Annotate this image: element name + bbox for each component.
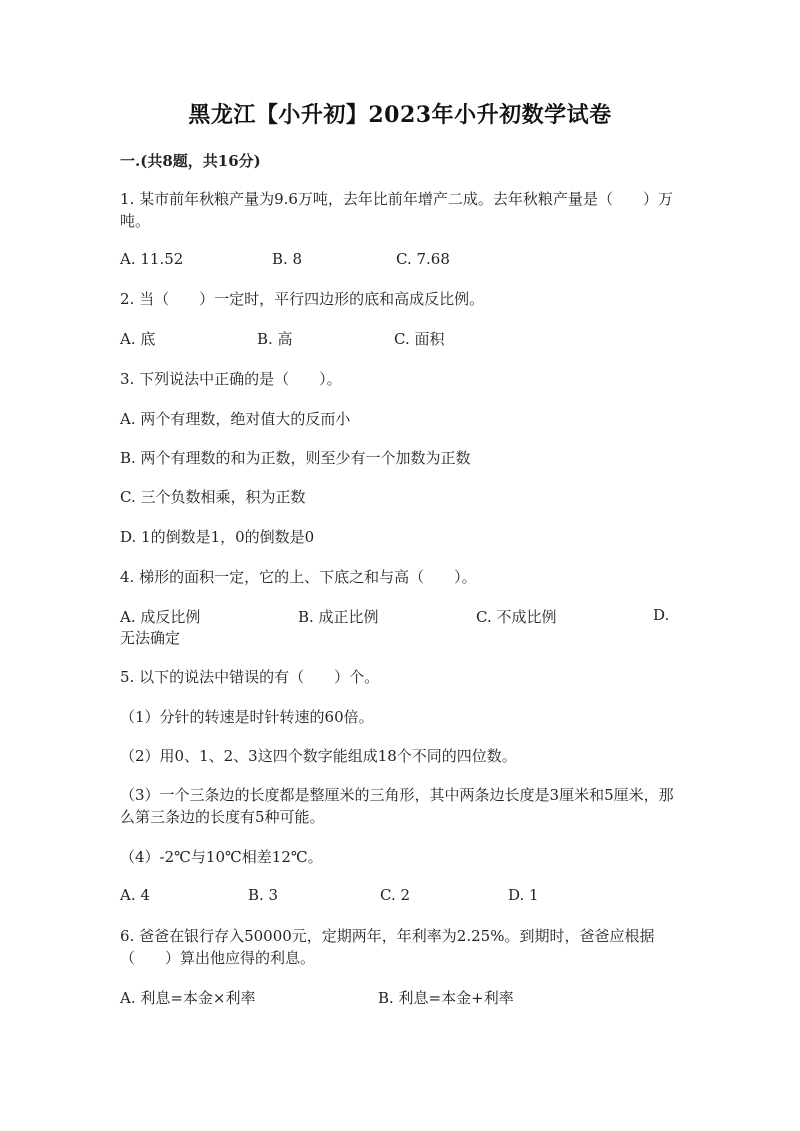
question-3-stem: 3. 下列说法中正确的是（ ）。 (120, 370, 342, 388)
q5-statement-1: （1）分针的转速是时针转速的60倍。 (120, 708, 374, 726)
q1-option-b: B. 8 (272, 250, 303, 268)
question-2-stem: 2. 当（ ）一定时，平行四边形的底和高成反比例。 (120, 290, 485, 308)
q5-statement-2: （2）用0、1、2、3这四个数字能组成18个不同的四位数。 (120, 747, 517, 765)
question-6-stem: 6. 爸爸在银行存入50000元，定期两年，年利率为2.25%。到期时，爸爸应根据（ ）算出他应得的利息。 (120, 927, 655, 967)
question-4-stem: 4. 梯形的面积一定，它的上、下底之和与高（ ）。 (120, 568, 477, 586)
q4-option-b: B. 成正比例 (298, 608, 379, 626)
q5-option-d: D. 1 (508, 886, 539, 904)
q5-statement-3: （3）一个三条边的长度都是整厘米的三角形，其中两条边长度是3厘米和5厘米，那么第三条边的长度有5种可能。 (120, 786, 674, 826)
q3-option-a: A. 两个有理数，绝对值大的反而小 (120, 410, 351, 428)
q3-option-b: B. 两个有理数的和为正数，则至少有一个加数为正数 (120, 449, 471, 467)
q2-option-c: C. 面积 (394, 330, 445, 348)
q2-option-a: A. 底 (120, 330, 156, 348)
q4-option-d-text: 无法确定 (120, 629, 181, 647)
q4-option-d: D. (653, 606, 670, 624)
q6-option-b: B. 利息=本金+利率 (378, 989, 514, 1007)
q1-option-a: A. 11.52 (120, 250, 184, 268)
question-5-stem: 5. 以下的说法中错误的有（ ）个。 (120, 668, 380, 686)
q1-option-c: C. 7.68 (396, 250, 450, 268)
q5-option-c: C. 2 (380, 886, 411, 904)
q3-option-c: C. 三个负数相乘，积为正数 (120, 488, 306, 506)
question-1-stem: 1. 某市前年秋粮产量为9.6万吨，去年比前年增产二成。去年秋粮产量是（ ）万吨。 (120, 190, 673, 230)
q4-option-a: A. 成反比例 (120, 608, 201, 626)
q4-option-c: C. 不成比例 (476, 608, 557, 626)
q5-statement-4: （4）-2℃与10℃相差12℃。 (120, 848, 323, 866)
q3-option-d: D. 1的倒数是1，0的倒数是0 (120, 528, 315, 546)
q5-option-b: B. 3 (248, 886, 279, 904)
page-title: 黑龙江【小升初】2023年小升初数学试卷 (188, 102, 612, 128)
q2-option-b: B. 高 (257, 330, 293, 348)
section-heading: 一.(共8题，共16分) (120, 152, 261, 170)
q6-option-a: A. 利息=本金×利率 (120, 989, 256, 1007)
q5-option-a: A. 4 (120, 886, 150, 904)
